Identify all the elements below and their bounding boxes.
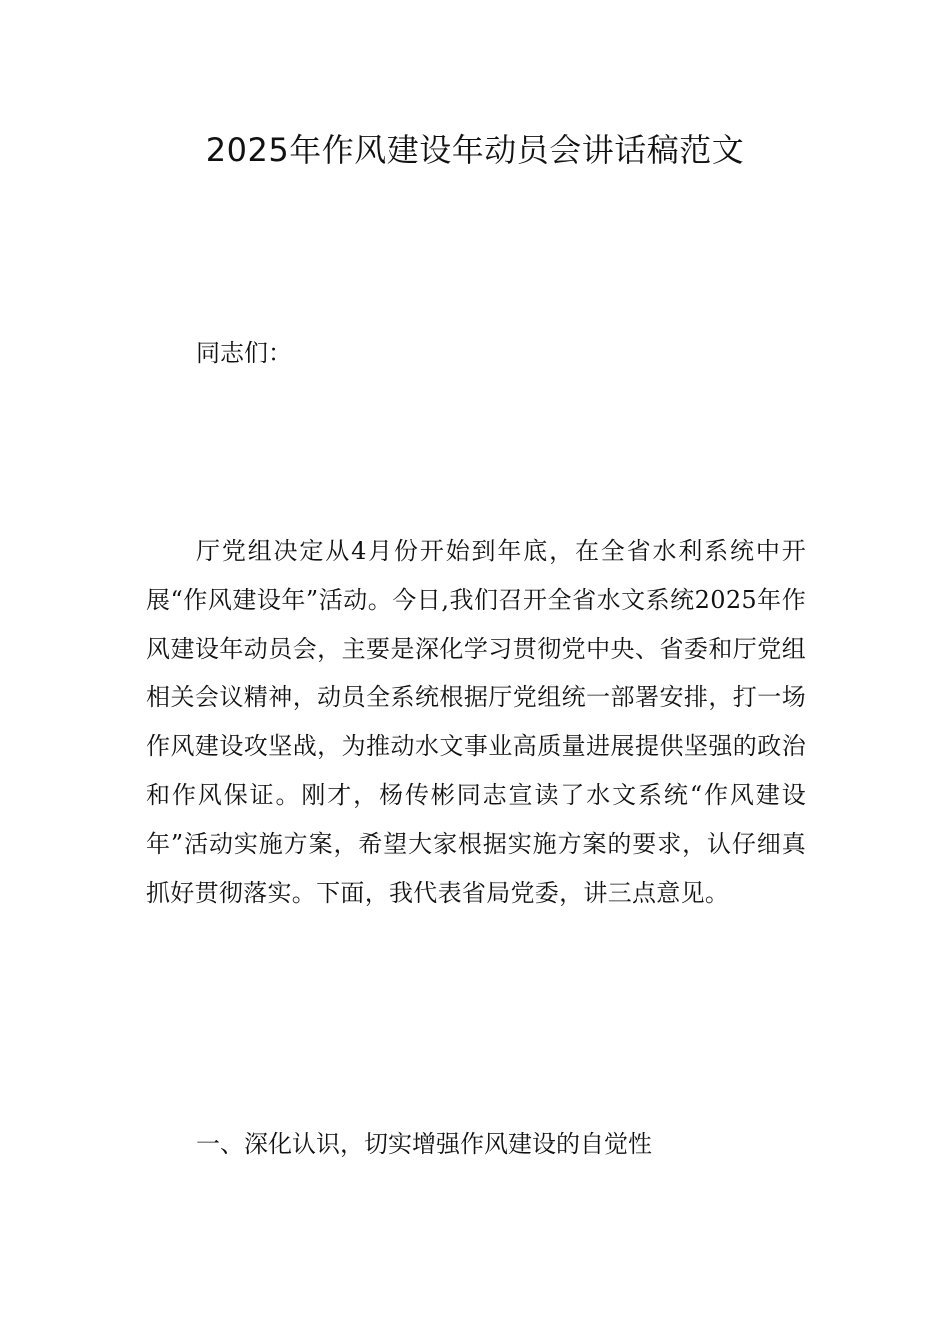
body-paragraph: 厅党组决定从4月份开始到年底，在全省水利系统中开展“作风建设年”活动。今日,我们召开全省水文系统2025年作风建设年动员会，主要是深化学习贯彻党中央、省委和厅党组相关会议精神，动员全系统根据厅党组统一部署安排，打一场作风建设攻坚战，为推动水文事业高质量进展提供坚强的政治和作风保证。刚才，杨传彬同志宣读了水文系统“作风建设年”活动实施方案，希望大家根据实施方案的要求，认仔细真抓好贯彻落实。下面，我代表省局党委，讲三点意见。 (146, 537, 806, 907)
document-title: 2025年作风建设年动员会讲话稿范文 (205, 131, 745, 169)
salutation: 同志们： (196, 339, 292, 367)
section-heading: 一、深化认识，切实增强作风建设的自觉性 (196, 1130, 652, 1158)
